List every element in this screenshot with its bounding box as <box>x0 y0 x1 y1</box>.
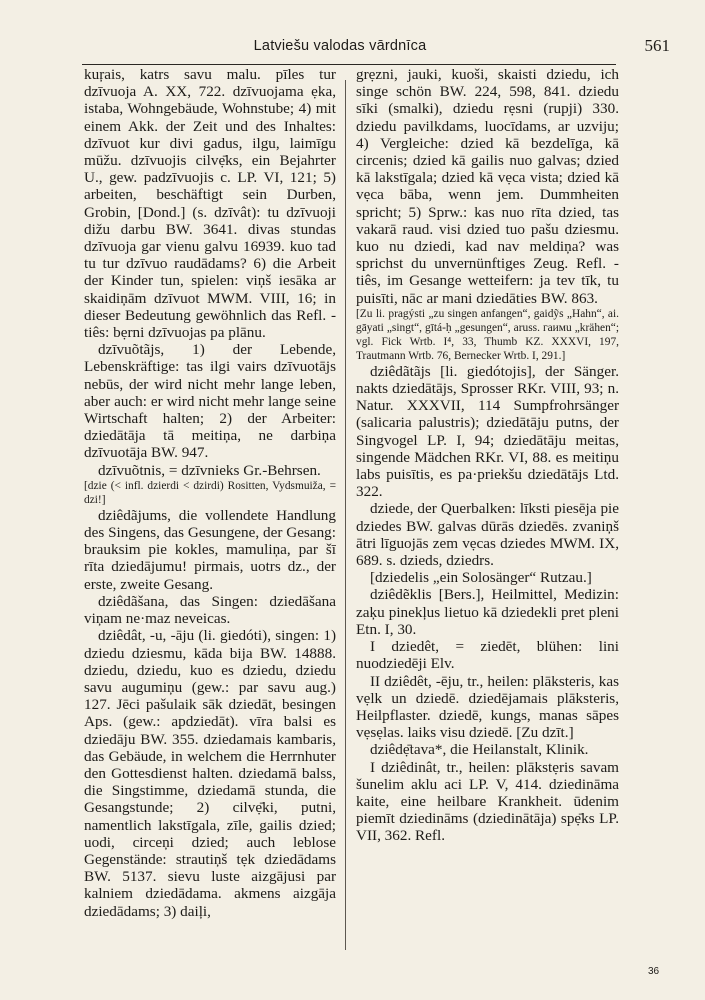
header-rule <box>82 64 616 65</box>
dictionary-entry: II dziêdêt, -ēju, tr., heilen: plāksteris, kas vẹlk un dziedē. dziedējamais plāksteris, Heilpflaster. dziedē, kungs, manas sāpes vẹsẹlas. laiks visu dziedē. [Zu dzīt.] <box>356 672 619 742</box>
running-title: Latviešu valodas vārdnīca <box>253 38 427 54</box>
entry-continuation: grẹzni, jauki, kuoši, skaisti dziedu, ich singe schön BW. 224, 598, 841. dziedu sīki (smalki), dziedu rẹsni (rupji) 330. dziedu pavilkdams, luocīdams, ar uzviju; 4) Vergleiche: dzied kā bezdelīga, kā circenis; dzied kā gailis nuo galvas; dzied kā lakstīgala; dzied kā vẹca vista; dzied kā vẹca bāba, wenn jem. Dummheiten spricht; 5) Sprw.: kas nuo rīta dzied, tas vakarā raud. visi dzied tuo pašu dziesmu. kuo nu dziedi, kad nav meldiņa? was sprichst du unvernünftiges Zeug. Refl. -tiês, im Gesange wetteifern: ja tev tīk, tu puisīti, nāc ar mani dziedāties BW. 863. <box>356 66 619 307</box>
column-divider <box>345 80 346 950</box>
dictionary-entry: I dziêdinât, tr., heilen: plākstẹris savam šunelim aklu aci LP. V, 414. dziedināma kaite, eine heilbare Krankheit. ūdenim piemīt dziedināms (dziedinātāja) spẹ̄ks LP. VII, 362. Refl. <box>356 758 619 845</box>
page-number: 561 <box>644 36 670 55</box>
printer-signature: 36 <box>648 966 660 977</box>
etymology-note: [dzie (< infl. dzierdi < dzirdi) Rositten, Vydsmuiža, = dzi!] <box>84 479 336 506</box>
dictionary-entry: dziêdẽklis [Bers.], Heilmittel, Medizin: zaķu pinekļus lietuo kā dziedekli pret pleni Etn. I, 30. <box>356 586 619 638</box>
etymology-note: [Zu li. pragýsti „zu singen anfangen“, gaidỹs „Hahn“, ai. gāyati „singt“, gītá-ḥ „gesungen“, aruss. гаимu „krähen“; vgl. Fick Wrtb. I⁴, 33, Thumb KZ. XXXVI, 197, Trautmann Wrtb. 76, Bernecker Wrtb. I, 291.] <box>356 307 619 362</box>
entry-continuation: kuŗais, katrs savu malu. pīles tur dzīvuoja A. XX, 722. dzīvuojama ẹka, istaba, Wohngebäude, Wohnstube; 4) mit einem Akk. der Zeit und des Inhaltes: dzīvuot kur divi gadus, ilgu, laimīgu mūžu. dzīvuojis cilvẹ̄ks, ein Bejahrter U., gew. padzīvuojis c. LP. VI, 121; 5) arbeiten, beschäftigt sein Durben, Grobin, [Dond.] (s. dzīvât): tu dzīvuoji dižu darbu BW. 3641. divas stundas dzīvuoja gar vienu galvu 16939. kuo tad tu tur dzīvuo raudādams? 6) die Arbeit der Kinder tun, spielen: viņš iesāka ar skaidiņām dzīvuot MWM. VIII, 16; in dieser Bedeutung gewöhnlich das Refl. -tiês: bẹrni dzīvuojas pa plānu. <box>84 66 336 342</box>
dictionary-entry: dziêdãšana, das Singen: dziedāšana viņam ne·maz neveicas. <box>84 592 336 628</box>
page-header <box>60 34 670 60</box>
right-column <box>356 66 619 956</box>
dictionary-entry: dzīvuõtnis, = dzīvnieks Gr.-Behrsen. <box>98 461 321 479</box>
left-column <box>84 66 336 956</box>
dictionary-entry: dziêdãjums, die vollendete Handlung des Singens, das Gesungene, der Gesang: brauksim pie kokles, mamuliņa, par šī rīta dziedājumu! pirmais, uotrs dz., der erste, zweite Gesang. <box>84 506 336 593</box>
dictionary-entry: dziêdât, -u, -āju (li. giedóti), singen: 1) dziedu dziesmu, kāda bija BW. 14888. dziedu, dziedu, kuo es dziedu, dziedu savu augumiņu (gew.: par savu aug.) 127. Jēci pašulaik sāk dziedāt, besingen Aps. (gew.: apdziedāt). vīra balsi es dziedāju BW. 355. dziedamais kambaris, das Gebäude, in welchem die Herrnhuter den Gottesdienst halten. dziedamā balss, die Singstimme, dziedamā stunda, die Gesangstunde; 2) cilvẹ̄ki, putni, namentlich lakstīgala, zīle, gailis dzied; uodi, circeņi dzied; auch leblose Gegenstände: strautiņš tẹk dziedādams BW. 5137. sievu luste aizgājusi par kalniem dziedādama. akmens aizgāja dziedādams; 3) daiļi, <box>84 627 336 920</box>
dictionary-entry: [dziedelis „ein Solosänger“ Rutzau.] <box>370 569 592 587</box>
dictionary-entry: dziêdãtãjs [li. giedótojis], der Sänger. nakts dziedātājs, Sprosser RKr. VIII, 93; n. Natur. XXXVII, 114 Sumpfrohrsänger (salicaria palustris); dziedātāju putns, der Singvogel LP. I, 94; dziedātāju meitas, singende Mädchen RKr. VI, 88. es meitiņu labs puisītis, es pa·priekšu dziedātājs Ltd. 322. <box>356 362 619 501</box>
dictionary-entry: dziede, der Querbalken: līksti piesēja pie dziedes BW. galvas dūrās dziedēs. zvaniņš ātri līguojās zem vẹcas dziedes MWM. IX, 689. s. dzieds, dziedrs. <box>356 500 619 570</box>
dictionary-entry: dzīvuõtãjs, 1) der Lebende, Lebenskräftige: tas ilgi vairs dzīvuotājs nebūs, der wird nicht mehr lange leben, aber auch: er wird nicht mehr lange seine Wirtschaft halten; 2) der Arbeiter: dziedātāja tā meitiņa, ne darbiņa dzīvuotāja BW. 947. <box>84 341 336 462</box>
dictionary-entry: dziêdẹ̄tava*, die Heilanstalt, Klinik. <box>370 741 589 759</box>
dictionary-entry: I dziedêt, = ziedēt, blühen: lini nuodziedēji Elv. <box>356 638 619 673</box>
